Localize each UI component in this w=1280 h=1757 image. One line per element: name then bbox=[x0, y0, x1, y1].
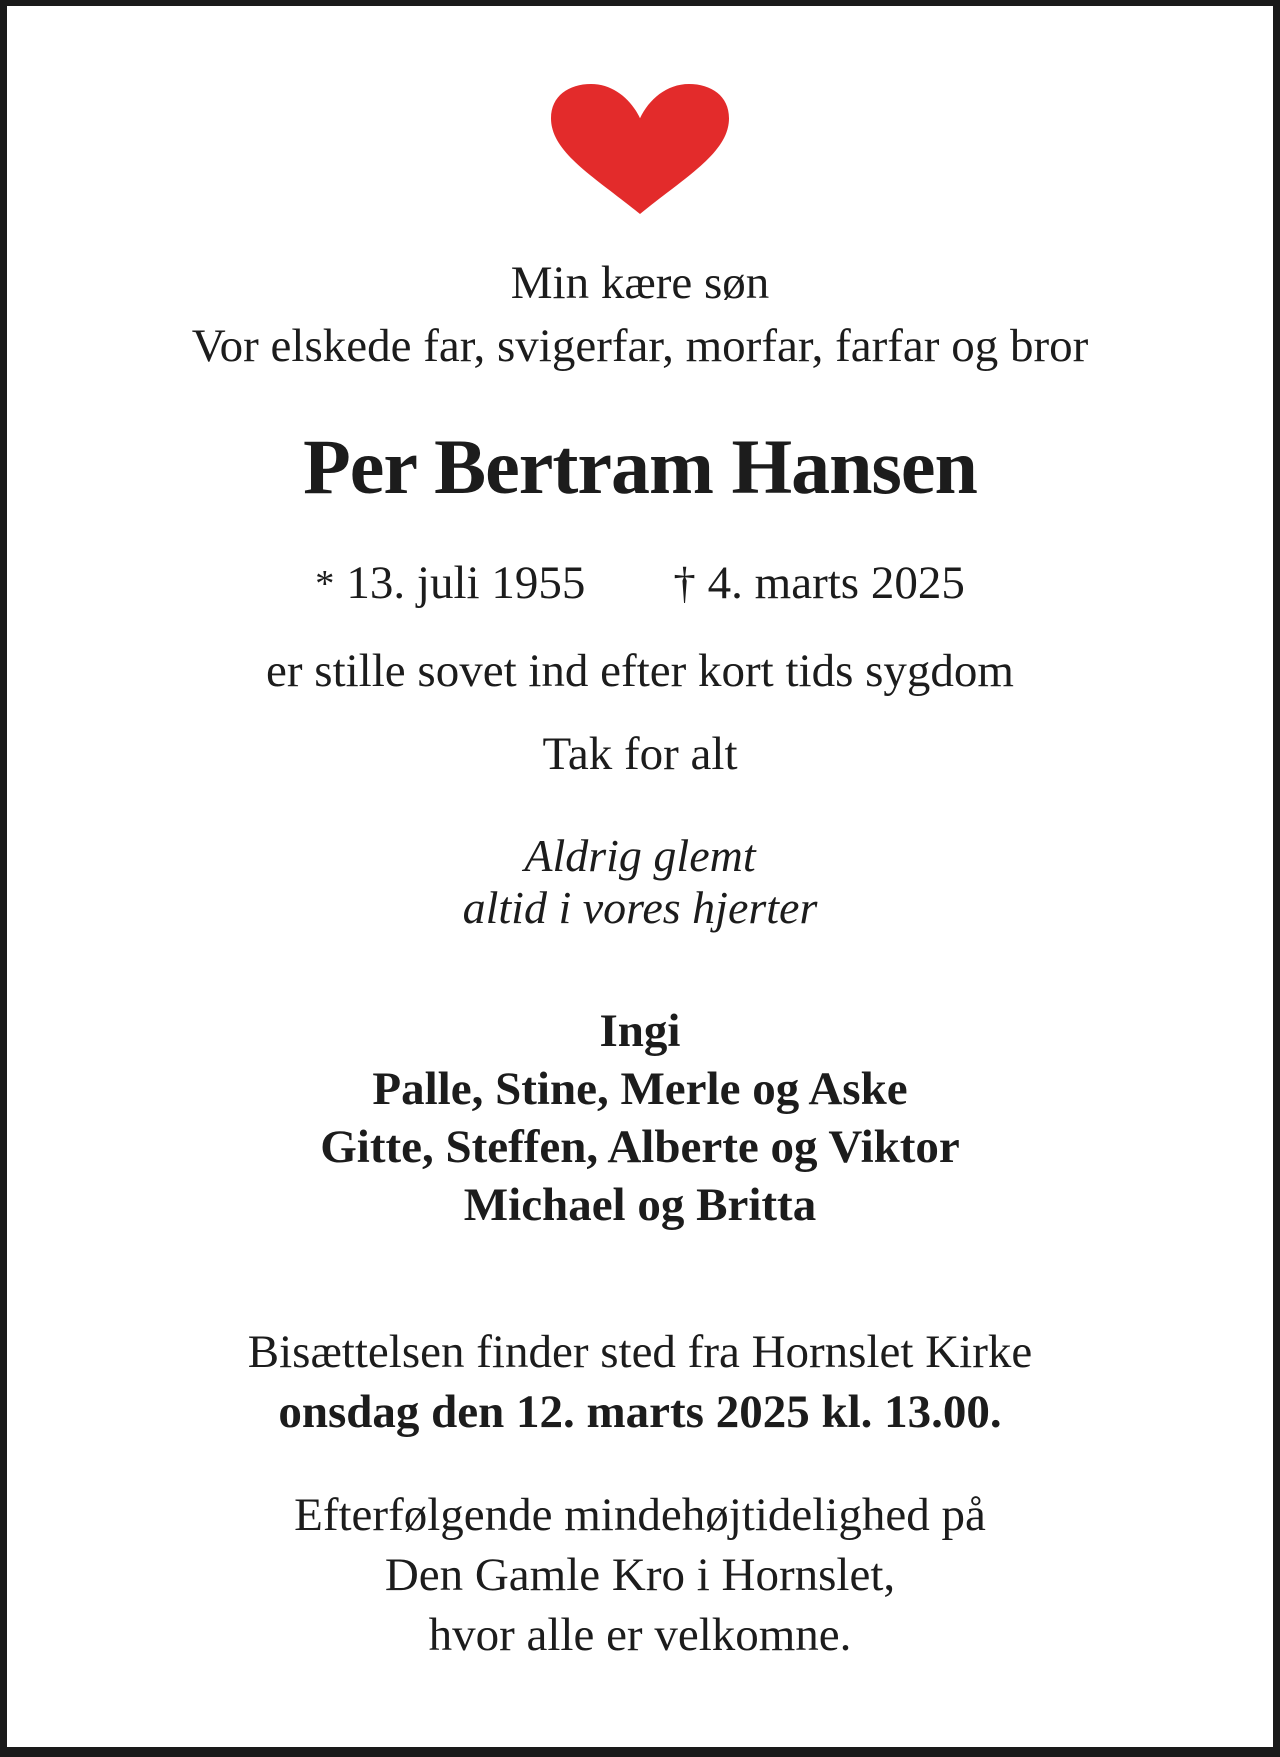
birth-date: 13. juli 1955 bbox=[346, 557, 586, 609]
death-date-group bbox=[673, 554, 965, 615]
reception-line: Den Gamle Kro i Hornslet, bbox=[384, 1549, 896, 1601]
family-line: Michael og Britta bbox=[463, 1179, 817, 1231]
death-date: 4. marts 2025 bbox=[707, 557, 965, 609]
heart-icon bbox=[7, 84, 1273, 214]
heart-shape bbox=[551, 84, 729, 214]
family-line: Ingi bbox=[599, 1005, 681, 1057]
birth-date-group bbox=[315, 554, 585, 615]
ceremony-datetime-line: onsdag den 12. marts 2025 kl. 13.00. bbox=[278, 1386, 1002, 1438]
family-line: Gitte, Steffen, Alberte og Viktor bbox=[320, 1121, 960, 1173]
life-dates bbox=[7, 554, 1273, 615]
dedication-block bbox=[7, 252, 1273, 378]
ceremony-info bbox=[7, 1322, 1273, 1442]
reception-line: hvor alle er velkomne. bbox=[428, 1609, 852, 1661]
birth-star-symbol: * bbox=[315, 563, 335, 605]
reception-line: Efterfølgende mindehøjtidelighed på bbox=[294, 1489, 986, 1541]
thanks-line: Tak for alt bbox=[542, 728, 738, 780]
family-signatures bbox=[7, 1002, 1273, 1234]
reception-info bbox=[7, 1485, 1273, 1665]
dedication-line: Min kære søn bbox=[510, 257, 770, 309]
memorial-verse bbox=[7, 830, 1273, 934]
death-cross-symbol: † bbox=[673, 558, 696, 608]
deceased-name: Per Bertram Hansen bbox=[303, 423, 977, 510]
verse-line: Aldrig glemt bbox=[524, 830, 756, 881]
verse-line: altid i vores hjerter bbox=[462, 882, 818, 933]
dedication-line: Vor elskede far, svigerfar, morfar, farfar og bror bbox=[191, 320, 1089, 372]
passing-line: er stille sovet ind efter kort tids sygdom bbox=[266, 645, 1014, 697]
ceremony-location-line: Bisættelsen finder sted fra Hornslet Kirke bbox=[247, 1326, 1033, 1378]
family-line: Palle, Stine, Merle og Aske bbox=[372, 1063, 908, 1115]
